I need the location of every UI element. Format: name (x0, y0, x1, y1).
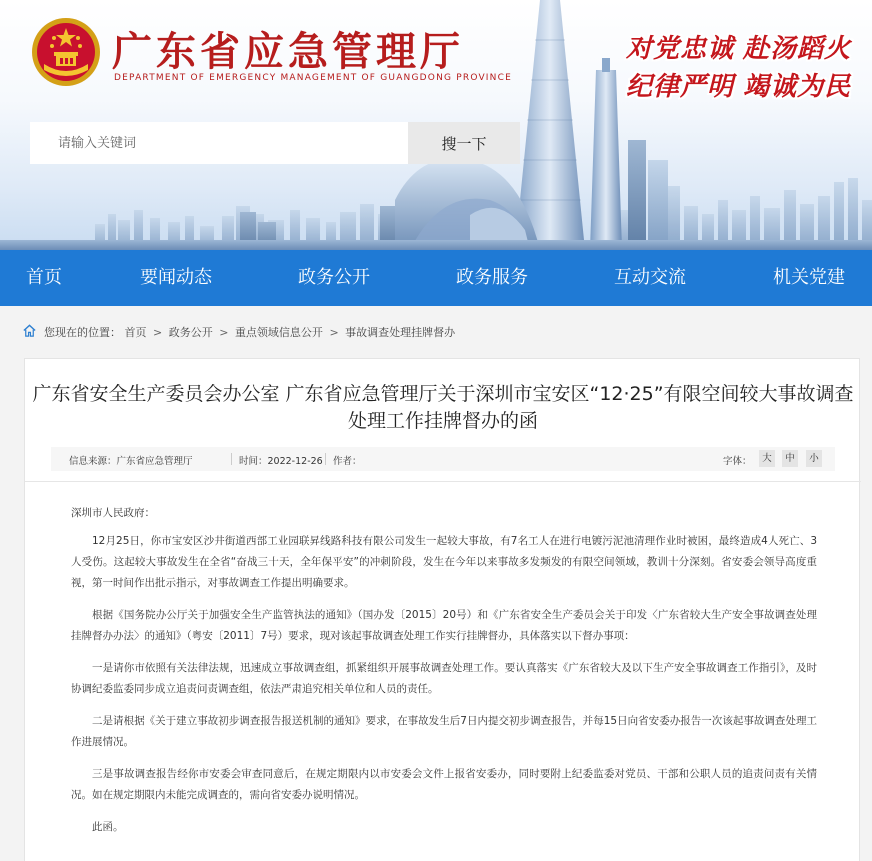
main-nav (0, 250, 872, 306)
site-subtitle: DEPARTMENT OF EMERGENCY MANAGEMENT OF GUANGDONG PROVINCE (114, 73, 512, 83)
nav-item-party-building[interactable]: 机关党建 (773, 267, 845, 288)
breadcrumb-separator: > (153, 326, 163, 339)
slogan-1: 对党忠诚 (626, 34, 735, 64)
font-size-label: 字体： (723, 456, 752, 467)
nav-item-home[interactable]: 首页 (26, 267, 62, 288)
breadcrumb (0, 318, 872, 344)
meta-divider (231, 453, 232, 465)
divider (25, 481, 861, 482)
nav-item-news[interactable]: 要闻动态 (140, 267, 212, 288)
article-time: 时间：2022-12-26 (239, 456, 323, 467)
breadcrumb-home[interactable]: 首页 (124, 326, 147, 339)
font-size-large-button[interactable]: 大 (759, 450, 775, 467)
breadcrumb-current[interactable]: 事故调查处理挂牌督办 (345, 326, 456, 339)
article-paragraph: 此函。 (92, 821, 124, 833)
header-banner (0, 0, 872, 250)
article-paragraph: 二是请根据《关于建立事故初步调查报告报送机制的通知》要求，在事故发生后7日内提交初步调查报告，并每15日向省安委办报告一次该起事故调查处理工作进展情况。 (71, 715, 817, 748)
breadcrumb-gov-affairs[interactable]: 政务公开 (168, 326, 213, 339)
slogan-2: 赴汤蹈火 (743, 34, 852, 64)
home-icon (22, 323, 37, 338)
article-paragraph: 三是事故调查报告经你市安委会审查同意后，在规定期限内以市安委会文件上报省安委办，同时要附上纪委监委对党员、干部和公职人员的追责问责有关情况。如在规定期限内未能完成调查的，需向省安委办说明情况。 (71, 768, 817, 801)
article-salutation: 深圳市人民政府： (71, 507, 155, 519)
breadcrumb-separator: > (329, 326, 339, 339)
article-card (24, 358, 860, 861)
article-body (71, 504, 817, 849)
breadcrumb-separator: > (219, 326, 229, 339)
national-emblem-icon (30, 16, 102, 88)
search-button[interactable]: 搜一下 (408, 122, 520, 164)
article-title: 广东省安全生产委员会办公室 广东省应急管理厅关于深圳市宝安区“12·25”有限空间较大事故调查处理工作挂牌督办的函 (32, 383, 854, 432)
font-size-small-button[interactable]: 小 (806, 450, 822, 467)
nav-item-gov-services[interactable]: 政务服务 (456, 267, 528, 288)
article-meta-bar (51, 447, 835, 471)
font-size-medium-button[interactable]: 中 (782, 450, 798, 467)
article-paragraph: 12月25日，你市宝安区沙井街道西部工业园联昇线路科技有限公司发生一起较大事故，有7名工人在进行电镀污泥池清理作业时被困，最终造成4人死亡、3人受伤。这起较大事故发生在全省“奋战三十天，全年保平安”的冲刺阶段，发生在今年以来事故多发频发的有限空间领域，教训十分深刻。省安委会领导高度重视，第一时间作出批示指示，对事故调查工作提出明确要求。 (71, 535, 817, 589)
breadcrumb-key-areas[interactable]: 重点领域信息公开 (234, 326, 323, 339)
slogan-3: 纪律严明 (626, 72, 735, 102)
article-paragraph: 根据《国务院办公厅关于加强安全生产监管执法的通知》（国办发〔2015〕20号）和《广东省安全生产委员会关于印发〈广东省较大生产安全事故调查处理挂牌督办办法〉的通知》（粤安〔2011〕7号）要求，现对该起事故调查处理工作实行挂牌督办，具体落实以下督办事项： (71, 609, 817, 642)
article-author: 作者： (333, 456, 362, 467)
meta-divider (325, 453, 326, 465)
slogan-4: 竭诚为民 (743, 72, 852, 102)
nav-item-gov-affairs-open[interactable]: 政务公开 (298, 267, 370, 288)
nav-item-interaction[interactable]: 互动交流 (614, 267, 686, 288)
search-input[interactable] (30, 122, 408, 164)
article-source: 信息来源：广东省应急管理厅 (69, 456, 193, 467)
breadcrumb-prefix: 您现在的位置： (44, 326, 121, 339)
article-paragraph: 一是请你市依照有关法律法规，迅速成立事故调查组，抓紧组织开展事故调查处理工作。要认真落实《广东省较大及以下生产安全事故调查工作指引》，及时协调纪委监委同步成立追责问责调查组，依法严肃追究相关单位和人员的责任。 (71, 662, 817, 695)
site-title: 广东省应急管理厅 (112, 29, 464, 75)
